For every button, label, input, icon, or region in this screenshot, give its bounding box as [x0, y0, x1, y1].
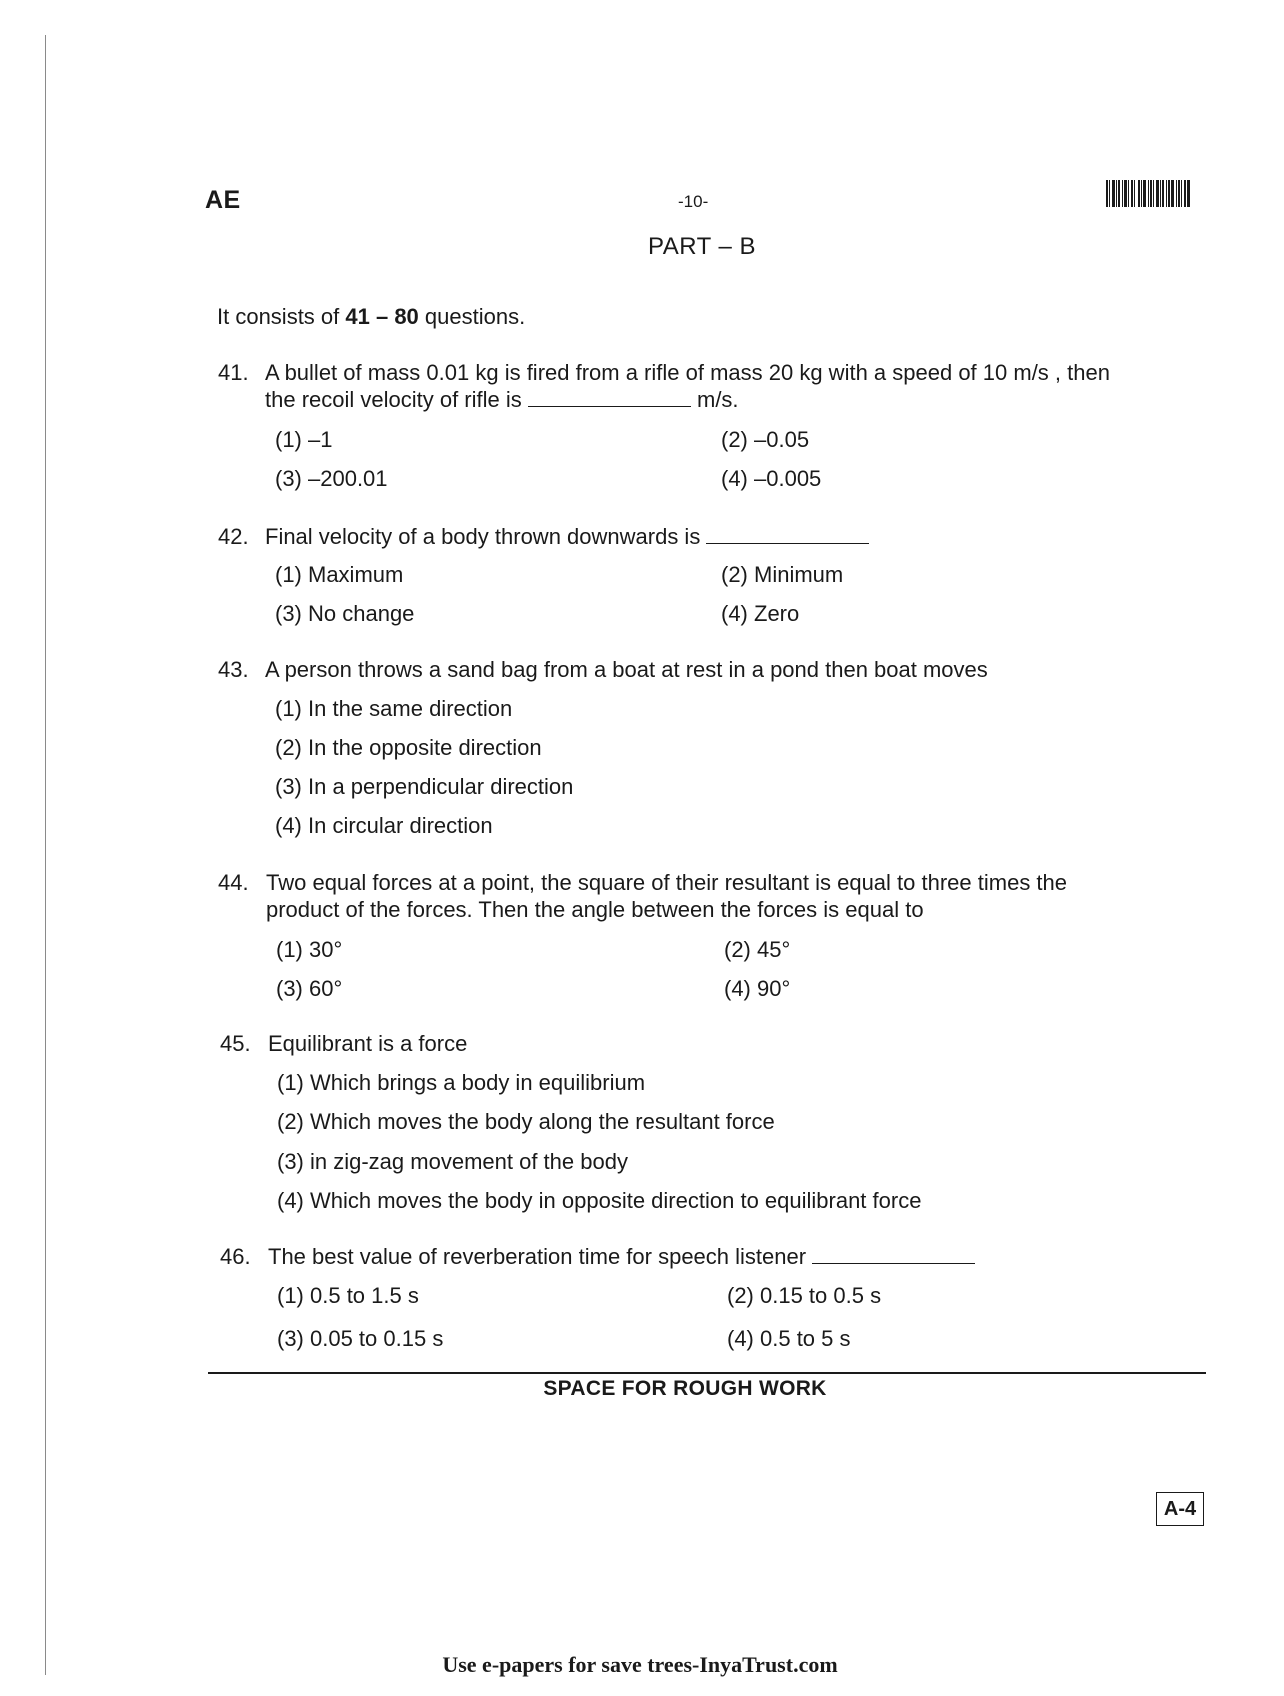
- option-4: (4) 90°: [724, 976, 791, 1001]
- option-2: (2) 45°: [724, 937, 791, 962]
- question-number: 42.: [218, 524, 249, 549]
- option-3: (3) In a perpendicular direction: [275, 774, 574, 799]
- option-1: (1) Maximum: [275, 562, 404, 587]
- option-3: (3) 0.05 to 0.15 s: [277, 1326, 444, 1351]
- option-1: (1) 0.5 to 1.5 s: [277, 1283, 419, 1308]
- intro-suffix: questions.: [418, 304, 526, 329]
- intro-text: [217, 304, 525, 330]
- option-2: (2) 0.15 to 0.5 s: [727, 1283, 882, 1308]
- question-text-line2: the recoil velocity of rifle is m/s.: [265, 387, 739, 412]
- option-2: (2) In the opposite direction: [275, 735, 542, 760]
- question-number: 45.: [220, 1031, 251, 1056]
- option-2: (2) Minimum: [721, 562, 844, 587]
- paper-code: AE: [205, 186, 241, 214]
- question-number: 43.: [218, 657, 249, 682]
- option-1: (1) In the same direction: [275, 696, 513, 721]
- question-text-line2: product of the forces. Then the angle between the forces is equal to: [266, 897, 924, 922]
- option-3: (3) 60°: [276, 976, 343, 1001]
- question-text: A bullet of mass 0.01 kg is fired from a rifle of mass 20 kg with a speed of 10 m/s , then: [265, 360, 1110, 385]
- option-2: (2) Which moves the body along the resultant force: [277, 1109, 775, 1134]
- question-text: Final velocity of a body thrown downwards is: [265, 523, 869, 551]
- question-number: 44.: [218, 870, 249, 895]
- question-number: 46.: [220, 1244, 251, 1269]
- question-text: The best value of reverberation time for speech listener: [268, 1243, 975, 1271]
- question-number: 41.: [218, 360, 249, 385]
- margin-line: [45, 35, 46, 1675]
- answer-blank: [812, 1243, 975, 1264]
- option-2: (2) –0.05: [721, 427, 810, 452]
- option-4: (4) 0.5 to 5 s: [727, 1326, 851, 1351]
- option-4: (4) –0.005: [721, 466, 822, 491]
- question-text: A person throws a sand bag from a boat at rest in a pond then boat moves: [265, 657, 988, 682]
- option-4: (4) Which moves the body in opposite direction to equilibrant force: [277, 1188, 922, 1213]
- rough-work-label: SPACE FOR ROUGH WORK: [543, 1377, 827, 1400]
- divider-rule: [208, 1372, 1206, 1374]
- question-text: Equilibrant is a force: [268, 1031, 468, 1056]
- intro-prefix: It consists of: [217, 304, 346, 329]
- part-title: PART – B: [648, 233, 757, 260]
- question-text: Two equal forces at a point, the square of their resultant is equal to three times the: [266, 870, 1068, 895]
- option-4: (4) In circular direction: [275, 813, 493, 838]
- option-1: (1) Which brings a body in equilibrium: [277, 1070, 646, 1095]
- set-code-box: A-4: [1156, 1492, 1204, 1526]
- page-number: -10-: [678, 192, 709, 211]
- option-3: (3) in zig-zag movement of the body: [277, 1149, 628, 1174]
- intro-range: 41 – 80: [345, 304, 419, 329]
- option-3: (3) No change: [275, 601, 415, 626]
- answer-blank: [706, 523, 869, 544]
- option-1: (1) –1: [275, 427, 333, 452]
- answer-blank: [528, 386, 691, 407]
- barcode-icon: [1106, 180, 1202, 207]
- footer-watermark: Use e-papers for save trees-InyaTrust.com: [442, 1652, 838, 1677]
- option-1: (1) 30°: [276, 937, 343, 962]
- option-3: (3) –200.01: [275, 466, 388, 491]
- option-4: (4) Zero: [721, 601, 800, 626]
